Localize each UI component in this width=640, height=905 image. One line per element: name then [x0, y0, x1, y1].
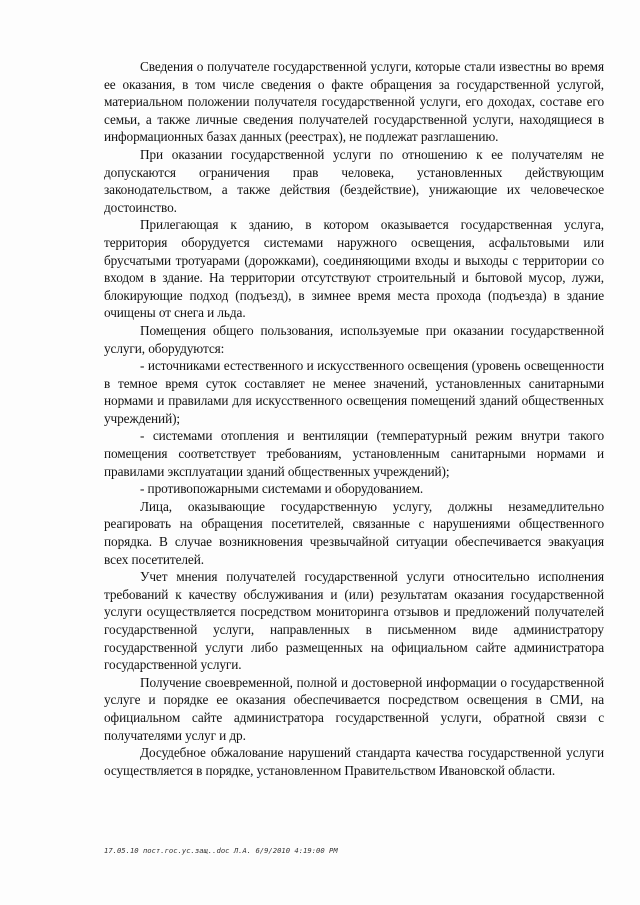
paragraph-appeal: Досудебное обжалование нарушений стандарта качества государственной услуги осуществляется в порядке, установленном Правительством Ивановской области. [104, 745, 604, 778]
paragraph-premises: Помещения общего пользования, используемые при оказании государственной услуги, оборудуются: [104, 322, 604, 356]
paragraph-human-rights: При оказании государственной услуги по отношению к ее получателям не допускаются ограничения прав человека, установленных действующим законодательством, а также действия (бездействие), унижающие их человеческое достоинство. [104, 146, 604, 215]
list-item-fire-safety: - противопожарными системами и оборудованием. [140, 481, 424, 497]
list-item-heating: - системами отопления и вентиляции (температурный режим внутри такого помещения соответствует требованиям, установленным санитарными нормами и правилами эксплуатации зданий общественных учреждений); [104, 428, 604, 479]
paragraph-information: Получение своевременной, полной и достоверной информации о государственной услуге и порядке ее оказания обеспечивается посредством освещения в СМИ, на официальном сайте администратора государственной услуги, обратной связи с получателями услуг и др. [104, 674, 604, 743]
paragraph-confidentiality: Сведения о получателе государственной услуги, которые стали известны во время ее оказания, в том числе сведения о факте обращения за государственной услугой, материальном положении получателя государственной услуги, его доходах, составе его семьи, а также личные сведения получателей государственной услуги, находящиеся в информационных базах данных (реестрах), не подлежат разглашению. [104, 59, 604, 145]
paragraph-territory: Прилегающая к зданию, в котором оказывается государственная услуга, территория оборудуется системами наружного освещения, асфальтовыми или брусчатыми тротуарами (дорожками), соединяющими входы и выходы с территории со входом в здание. На территории отсутствуют строительный и бытовой мусор, лужи, блокирующие подход (подъезд), в зимнее время места прохода (подъезда) в здание очищены от снега и льда. [104, 217, 604, 321]
paragraph-staff-response: Лица, оказывающие государственную услугу, должны незамедлительно реагировать на обращения посетителей, связанные с нарушениями общественного порядка. В случае возникновения чрезвычайной ситуации обеспечивается эвакуация всех посетителей. [104, 498, 604, 567]
paragraph-feedback: Учет мнения получателей государственной услуги относительно исполнения требований к качеству обслуживания и (или) результатам оказания государственной услуги осуществляется посредством мониторинга отзывов и предложений получателей государственной услуги, направленных в письменном виде администратору государственной услуги либо размещенных на официальном сайте администратора государственной услуги. [104, 569, 604, 673]
document-body [104, 58, 604, 779]
list-item-lighting: - источниками естественного и искусственного освещения (уровень освещенности в темное время суток составляет не менее значений, установленных санитарными нормами и правилами для искусственного освещения помещений зданий общественных учреждений); [104, 358, 604, 426]
document-footer: 17.05.10 пост.гос.ус.защ..doc Л.А. 6/9/2010 4:19:00 PM [104, 846, 338, 855]
